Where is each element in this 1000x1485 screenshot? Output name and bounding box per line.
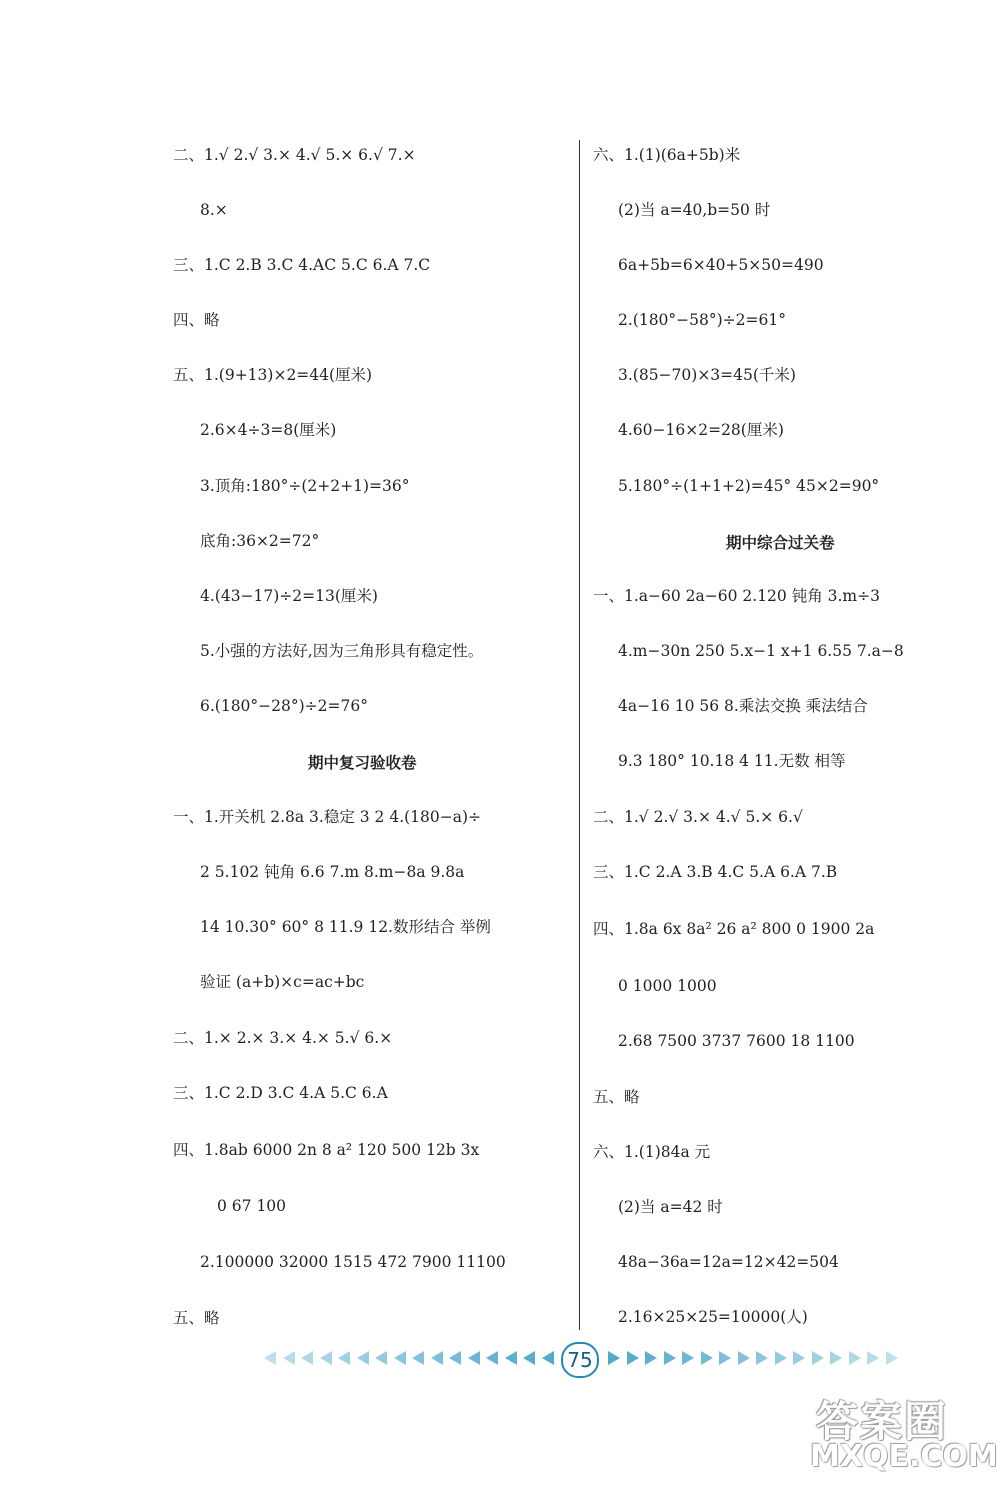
arrow-left-icon <box>412 1351 424 1365</box>
watermark-text: 答案圈 <box>816 1397 949 1446</box>
answer-line: 9.3 180° 10.18 4 11.无数 相等 <box>618 752 846 770</box>
answer-line: 2.(180°−58°)÷2=61° <box>618 311 786 329</box>
answer-line: 2 5.102 钝角 6.6 7.m 8.m−8a 9.8a <box>200 863 465 881</box>
answer-line: 三、1.C 2.D 3.C 4.A 5.C 6.A <box>173 1084 388 1102</box>
answer-line: 三、1.C 2.B 3.C 4.AC 5.C 6.A 7.C <box>173 256 431 274</box>
answer-line: 二、1.√ 2.√ 3.× 4.√ 5.× 6.√ <box>593 808 803 826</box>
arrow-left-icon <box>320 1351 332 1365</box>
answer-line: (2)当 a=40,b=50 时 <box>618 201 771 219</box>
answer-line: 2.16×25×25=10000(人) <box>618 1308 808 1326</box>
answer-line: 5.小强的方法好,因为三角形具有稳定性。 <box>200 642 484 660</box>
arrow-right-icon <box>812 1351 824 1365</box>
page-number: 75 <box>561 1342 599 1378</box>
arrow-left-icon <box>449 1351 461 1365</box>
page-footer <box>258 1342 898 1376</box>
answer-line: 五、略 <box>173 1309 220 1327</box>
answer-line: 六、1.(1)84a 元 <box>593 1143 711 1161</box>
arrow-right-icon <box>701 1351 713 1365</box>
arrow-right-icon <box>664 1351 676 1365</box>
answer-line: 14 10.30° 60° 8 11.9 12.数形结合 举例 <box>200 918 491 936</box>
answer-line: 底角:36×2=72° <box>200 532 320 550</box>
watermark-url: MXQE.COM <box>810 1439 998 1474</box>
answer-line: 验证 (a+b)×c=ac+bc <box>200 973 365 991</box>
answer-line: 五、略 <box>593 1088 640 1106</box>
answer-line: 五、1.(9+13)×2=44(厘米) <box>173 366 373 384</box>
arrow-left-icon <box>375 1351 387 1365</box>
answer-line: 六、1.(1)(6a+5b)米 <box>593 146 741 164</box>
arrow-right-icon <box>645 1351 657 1365</box>
answer-line: (2)当 a=42 时 <box>618 1198 723 1216</box>
arrow-left-icon <box>542 1351 554 1365</box>
answer-line: 一、1.a−60 2a−60 2.120 钝角 3.m÷3 <box>593 587 880 605</box>
arrow-right-icon <box>867 1351 879 1365</box>
answer-line: 四、1.8ab 6000 2n 8 a² 120 500 12b 3x <box>173 1141 480 1159</box>
watermark-logo <box>810 1389 998 1477</box>
answer-line: 3.顶角:180°÷(2+2+1)=36° <box>200 477 410 495</box>
arrow-left-icon <box>301 1351 313 1365</box>
arrow-left-icon <box>357 1351 369 1365</box>
answer-line: 四、1.8a 6x 8a² 26 a² 800 0 1900 2a <box>593 920 875 938</box>
answer-line: 5.180°÷(1+1+2)=45° 45×2=90° <box>618 477 880 495</box>
arrow-left-icon <box>468 1351 480 1365</box>
answer-line: 二、1.× 2.× 3.× 4.× 5.√ 6.× <box>173 1029 393 1047</box>
answer-line: 6a+5b=6×40+5×50=490 <box>618 256 824 274</box>
arrow-left-icon <box>338 1351 350 1365</box>
answer-line: 2.6×4÷3=8(厘米) <box>200 421 337 439</box>
answer-line: 3.(85−70)×3=45(千米) <box>618 366 796 384</box>
arrow-left-icon <box>431 1351 443 1365</box>
answer-line: 2.68 7500 3737 7600 18 1100 <box>618 1032 855 1050</box>
answer-line: 6.(180°−28°)÷2=76° <box>200 697 368 715</box>
arrow-left-icon <box>505 1351 517 1365</box>
answer-line: 二、1.√ 2.√ 3.× 4.√ 5.× 6.√ 7.× <box>173 146 416 164</box>
arrow-left-icon <box>264 1351 276 1365</box>
arrow-right-icon <box>738 1351 750 1365</box>
arrow-right-icon <box>775 1351 787 1365</box>
answer-line: 4.60−16×2=28(厘米) <box>618 421 784 439</box>
answer-line: 4a−16 10 56 8.乘法交换 乘法结合 <box>618 697 868 715</box>
arrow-right-icon <box>849 1351 861 1365</box>
arrow-right-icon <box>682 1351 694 1365</box>
answer-line: 8.× <box>200 201 228 219</box>
answer-line: 0 1000 1000 <box>618 977 717 995</box>
answer-line: 0 67 100 <box>217 1197 287 1215</box>
answer-line: 一、1.开关机 2.8a 3.稳定 3 2 4.(180−a)÷ <box>173 808 482 826</box>
arrow-right-icon <box>627 1351 639 1365</box>
answer-line: 4.m−30n 250 5.x−1 x+1 6.55 7.a−8 <box>618 642 904 660</box>
arrow-right-icon <box>608 1351 620 1365</box>
section-heading: 期中综合过关卷 <box>726 533 835 552</box>
answer-line: 四、略 <box>173 311 220 329</box>
arrow-right-icon <box>886 1351 898 1365</box>
answer-line: 4.(43−17)÷2=13(厘米) <box>200 587 378 605</box>
answer-line: 2.100000 32000 1515 472 7900 11100 <box>200 1253 506 1271</box>
arrow-right-icon <box>793 1351 805 1365</box>
arrow-left-icon <box>283 1351 295 1365</box>
section-heading: 期中复习验收卷 <box>308 753 417 772</box>
arrow-left-icon <box>523 1351 535 1365</box>
arrow-right-icon <box>719 1351 731 1365</box>
column-divider <box>579 140 580 1330</box>
arrow-left-icon <box>486 1351 498 1365</box>
arrow-right-icon <box>830 1351 842 1365</box>
arrow-left-icon <box>394 1351 406 1365</box>
answer-line: 48a−36a=12a=12×42=504 <box>618 1253 839 1271</box>
answer-line: 三、1.C 2.A 3.B 4.C 5.A 6.A 7.B <box>593 863 838 881</box>
arrow-right-icon <box>756 1351 768 1365</box>
